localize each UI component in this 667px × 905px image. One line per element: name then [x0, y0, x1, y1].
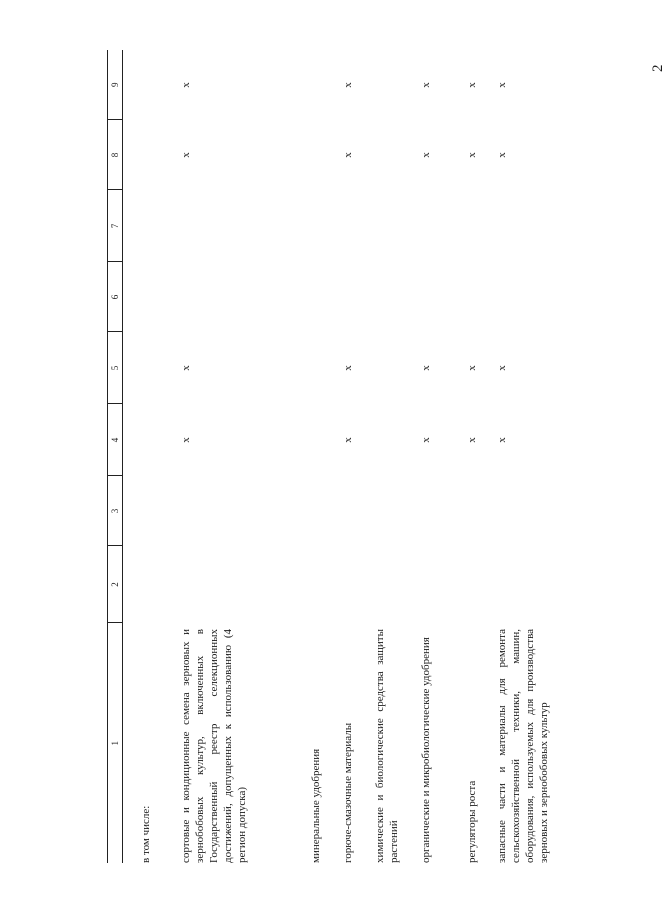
row-mark	[123, 50, 168, 120]
row-mark: х	[420, 437, 432, 443]
row-mark: х	[420, 82, 432, 88]
row-name: химические и биологические средства защиты растений	[374, 629, 400, 863]
page-number: 2	[650, 64, 666, 72]
row-mark	[123, 190, 168, 262]
row-mark	[297, 50, 331, 120]
row-mark	[167, 476, 297, 546]
row-mark: х	[466, 82, 478, 88]
row-mark	[297, 332, 331, 404]
row-mark	[459, 476, 487, 546]
row-mark: х	[420, 365, 432, 371]
row-mark	[487, 190, 585, 262]
row-mark: х	[180, 152, 192, 158]
row-mark: х	[466, 152, 478, 158]
row-name: в том числе:	[140, 805, 152, 863]
row-mark	[487, 262, 585, 332]
row-mark	[363, 190, 411, 262]
row-mark	[297, 120, 331, 190]
row-mark	[363, 546, 411, 623]
row-mark	[123, 546, 168, 623]
row-name: сортовые и кондиционные семена зерновых и зернобобовых культур, включенных в Государственный реестр селекционных достижений, допущенных к использованию (4 регион допуска)	[180, 629, 248, 863]
row-mark: х	[466, 365, 478, 371]
row-mark	[123, 120, 168, 190]
row-name: минеральные удобрения	[310, 748, 322, 863]
row-mark	[331, 262, 363, 332]
row-mark	[411, 190, 459, 262]
row-mark	[297, 404, 331, 476]
column-header: 6	[108, 262, 123, 332]
row-mark: х	[496, 437, 508, 443]
row-mark	[123, 332, 168, 404]
row-mark	[297, 546, 331, 623]
row-mark	[487, 546, 585, 623]
row-mark	[331, 476, 363, 546]
row-mark	[167, 546, 297, 623]
row-mark	[363, 476, 411, 546]
row-mark	[459, 190, 487, 262]
table-row	[411, 50, 459, 863]
row-mark: х	[496, 82, 508, 88]
row-mark	[363, 332, 411, 404]
table-row	[331, 50, 363, 863]
row-mark	[487, 476, 585, 546]
column-header: 3	[108, 476, 123, 546]
table-row	[297, 50, 331, 863]
row-mark	[363, 262, 411, 332]
column-header: 2	[108, 546, 123, 623]
column-header: 1	[108, 623, 123, 863]
row-mark	[411, 262, 459, 332]
row-name: органические и микробиологические удобрения	[420, 637, 432, 863]
row-mark	[411, 476, 459, 546]
row-mark	[297, 262, 331, 332]
row-mark: х	[180, 365, 192, 371]
row-mark	[363, 120, 411, 190]
row-mark	[459, 262, 487, 332]
table-row	[167, 50, 297, 863]
row-mark: х	[180, 82, 192, 88]
row-mark: х	[342, 437, 354, 443]
row-name: регуляторы роста	[466, 780, 478, 863]
row-mark: х	[180, 437, 192, 443]
row-mark: х	[342, 152, 354, 158]
row-mark: х	[342, 365, 354, 371]
row-mark	[331, 546, 363, 623]
rotated-table-container	[107, 50, 550, 863]
row-mark: х	[496, 365, 508, 371]
row-mark: х	[496, 152, 508, 158]
table-row	[123, 50, 168, 863]
row-mark: х	[420, 152, 432, 158]
row-mark	[363, 50, 411, 120]
row-mark	[123, 262, 168, 332]
column-header: 8	[108, 120, 123, 190]
row-mark: х	[466, 437, 478, 443]
row-name: горюче-смазочные материалы	[342, 722, 354, 863]
row-mark: х	[342, 82, 354, 88]
row-mark	[411, 546, 459, 623]
row-mark	[167, 262, 297, 332]
column-header: 4	[108, 404, 123, 476]
row-name: запасные части и материалы для ремонта сельскохозяйственной техники, машин, оборудования, используемых для производства зерновых и зернобобовых культур	[496, 629, 550, 863]
row-mark	[297, 476, 331, 546]
column-header: 7	[108, 190, 123, 262]
column-header: 5	[108, 332, 123, 404]
row-mark	[123, 404, 168, 476]
row-mark	[123, 476, 168, 546]
row-mark	[331, 190, 363, 262]
table-row	[363, 50, 411, 863]
column-header: 9	[108, 50, 123, 120]
data-table	[107, 50, 585, 863]
table-row	[487, 50, 585, 863]
row-mark	[167, 190, 297, 262]
table-header-row	[108, 50, 123, 863]
row-mark	[297, 190, 331, 262]
row-mark	[459, 546, 487, 623]
table-row	[459, 50, 487, 863]
row-mark	[363, 404, 411, 476]
